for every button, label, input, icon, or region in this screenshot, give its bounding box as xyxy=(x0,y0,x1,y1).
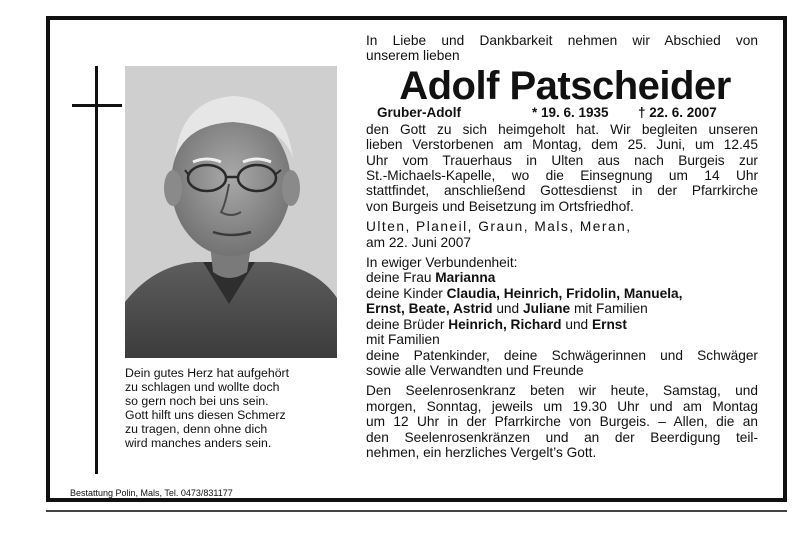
verse-line: so gern noch bei uns sein. xyxy=(125,394,269,409)
children-line xyxy=(366,301,758,316)
obituary-text xyxy=(366,33,758,460)
verse-line: zu schlagen und wollte doch xyxy=(125,380,280,395)
portrait-photo xyxy=(125,66,337,358)
children-and: und xyxy=(492,301,523,317)
body-line: den Gott zu sich heimgeholt hat. Wir begleiten unseren xyxy=(366,121,758,137)
children-last-name: Juliane xyxy=(522,301,571,317)
cross-icon xyxy=(95,66,98,474)
body-line: lieben Verstorbenen am Montag, dem 25. Juni, um 12.45 xyxy=(366,137,758,153)
intro-line: unserem lieben xyxy=(366,48,460,64)
bottom-divider xyxy=(46,510,787,512)
life-dates xyxy=(366,105,758,122)
body-line: St.-Michaels-Kapelle, wo die Einsegnung um 14 Uhr xyxy=(366,168,758,184)
children-line xyxy=(366,286,758,301)
date-line: am 22. Juni 2007 xyxy=(366,234,472,250)
cross-icon-bar xyxy=(72,104,122,107)
mourners-heading: In ewiger Verbundenheit: xyxy=(366,255,518,271)
mourners-list xyxy=(366,255,758,378)
brothers-suffix: mit Familien xyxy=(366,332,440,348)
brothers-last-name: Ernst xyxy=(591,316,627,332)
godchildren-line: deine Patenkinder, deine Schwägerinnen und Schwäger xyxy=(366,347,758,363)
rosary-line: morgen, Sonntag, jeweils um 19.30 Uhr und am Montag xyxy=(366,398,758,414)
death-date: † 22. 6. 2007 xyxy=(638,104,717,120)
intro-line: In Liebe und Dankbarkeit nehmen wir Abschied von xyxy=(366,33,758,48)
verse-line: zu tragen, denn ohne dich xyxy=(125,422,268,437)
body-line: von Burgeis und Beisetzung im Ortsfriedhof. xyxy=(366,198,634,214)
nickname: Gruber-Adolf xyxy=(377,104,461,120)
verse-line: wird manches anders sein. xyxy=(125,436,272,451)
rosary-line: Den Seelenrosenkranz beten wir heute, Samstag, und xyxy=(366,383,758,399)
portrait-illustration xyxy=(125,66,337,358)
places-line: Ulten, Planeil, Graun, Mals, Meran, xyxy=(366,219,632,235)
rosary-line: den Seelenrosenkränzen und an der Beerdigung teil- xyxy=(366,429,758,445)
brothers-prefix: deine Brüder xyxy=(366,316,449,332)
relatives-line: sowie alle Verwandten und Freunde xyxy=(366,362,584,378)
body-line: stattfindet, anschließend Gottesdienst in der Pfarrkirche xyxy=(366,183,758,199)
wife-line xyxy=(366,270,758,285)
deceased-name: Adolf Patscheider xyxy=(399,63,731,108)
children-names: Ernst, Beate, Astrid xyxy=(366,301,493,317)
wife-name: Marianna xyxy=(435,270,496,286)
brothers-line xyxy=(366,317,758,332)
body-line: Uhr vom Trauerhaus in Ulten aus nach Burgeis zur xyxy=(366,152,758,168)
children-suffix: mit Familien xyxy=(570,301,648,317)
birth-date: * 19. 6. 1935 xyxy=(532,104,609,120)
brothers-names: Heinrich, Richard xyxy=(448,316,562,332)
children-prefix: deine Kinder xyxy=(366,285,447,301)
verse-line: Gott hilft uns diesen Schmerz xyxy=(125,408,286,423)
brothers-and: und xyxy=(561,316,592,332)
children-names: Claudia, Heinrich, Fridolin, Manuela, xyxy=(446,285,683,301)
wife-prefix: deine Frau xyxy=(366,270,436,286)
rosary-paragraph xyxy=(366,383,758,460)
rosary-line: um 12 Uhr in der Pfarrkirche von Burgeis. – Allen, die an xyxy=(366,414,758,430)
memorial-verse xyxy=(125,366,340,451)
verse-line: Dein gutes Herz hat aufgehört xyxy=(125,366,290,380)
rosary-line: nehmen, ein herzliches Vergelt’s Gott. xyxy=(366,444,597,460)
funeral-home-credit: Bestattung Polin, Mals, Tel. 0473/831177 xyxy=(70,488,233,498)
announcement-paragraph xyxy=(366,122,758,214)
